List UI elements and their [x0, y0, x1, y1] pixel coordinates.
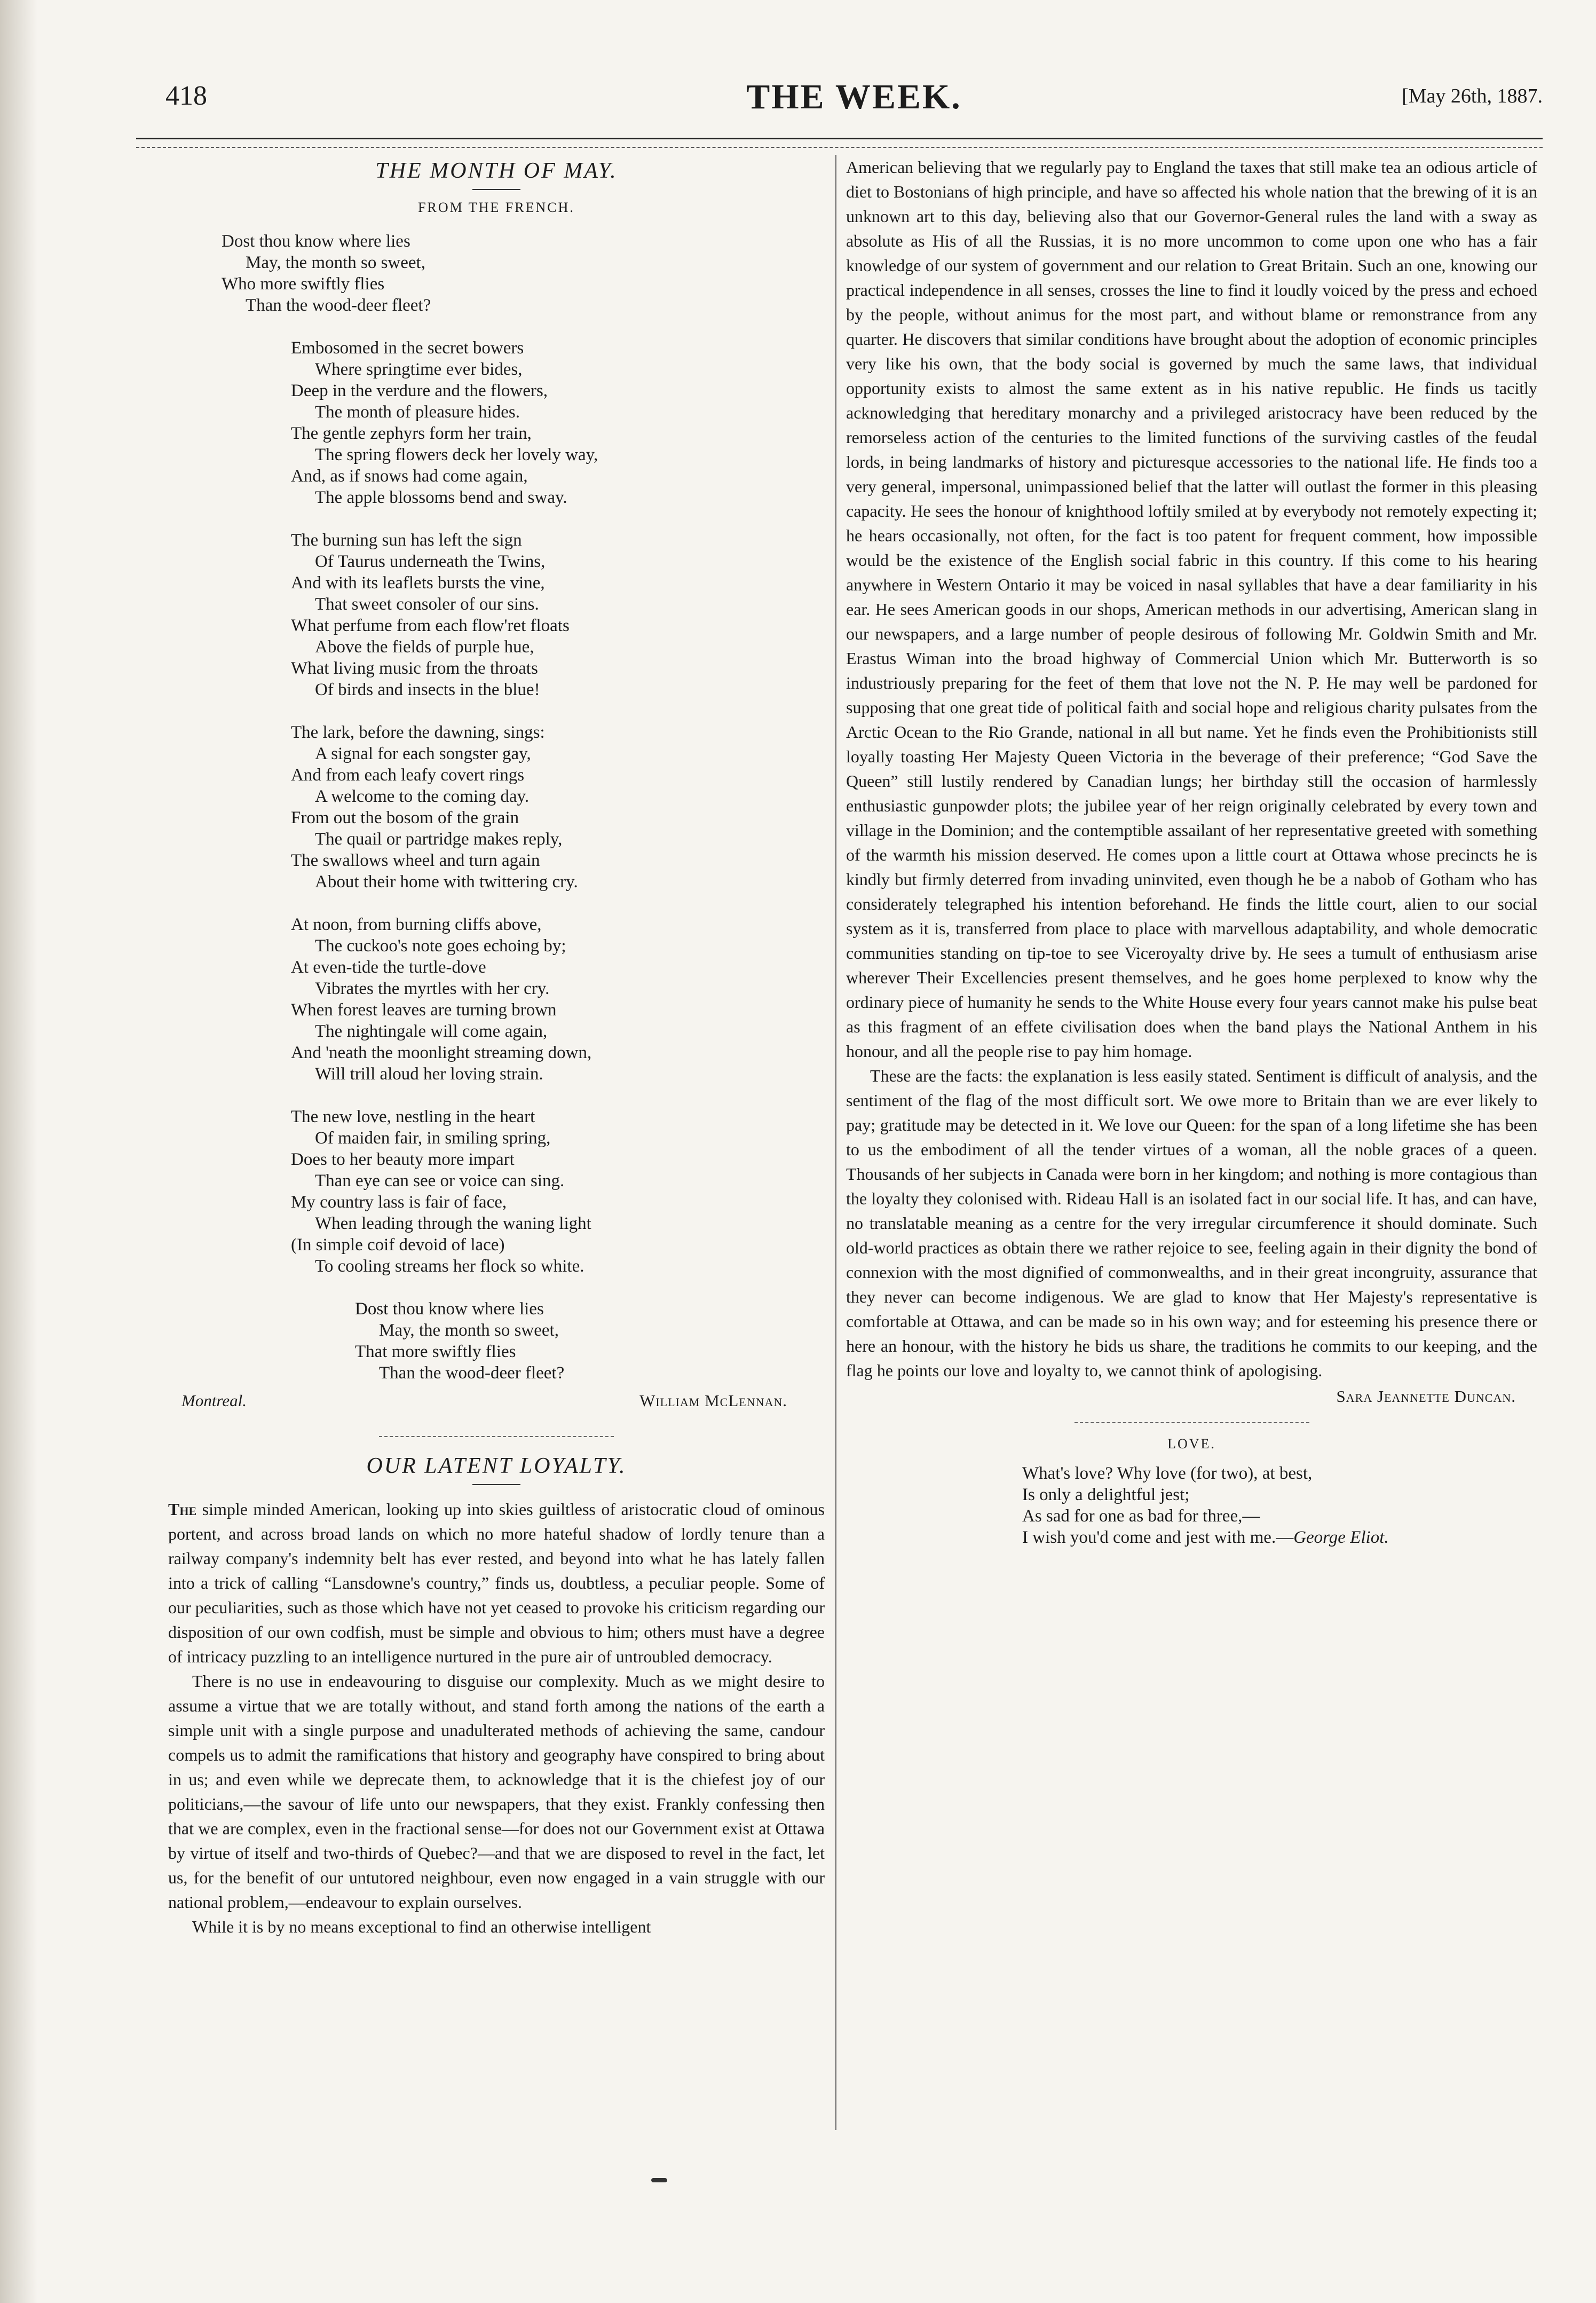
- poem-line: A signal for each songster gay,: [315, 744, 531, 763]
- essay-paragraph-1-text: simple minded American, looking up into skies guiltless of aristocratic cloud of ominous portent, and across broad lands on which no more hateful shadow of lordly tenure than a railway company's indemnity belt has ever rested, and beyond into what he has lately fallen into a trick of calling “Lansdowne's country,” finds us, doubtless, a peculiar people. Some of our peculiarities, such as those which have not yet ceased to provoke his criticism regarding our disposition of our own codfish, must be simple and obvious to him; others must have a degree of intricacy puzzling to an intelligence nurtured in the pure air of untroubled democracy.: [168, 1500, 825, 1666]
- poem-line: When forest leaves are turning brown: [291, 1000, 557, 1020]
- poem-line: Than the wood-deer fleet?: [379, 1363, 565, 1383]
- poem-line: That sweet consoler of our sins.: [315, 595, 539, 614]
- poem-line: Of maiden fair, in smiling spring,: [315, 1129, 551, 1148]
- essay-paragraph-3-continued: American believing that we regularly pay to England the taxes that still make tea an odious article of diet to Bostonians of high principle, and have so affected his whole nation that the brewing of it is an unknown art to this day, believing also that our Governor-General rules the land with a sway as absolute as His of all the Russias, it is no more uncommon to come upon one who has a fair knowledge of our system of government and our relation to Great Britain. Such an one, knowing our practical independence in all senses, crosses the line to find it loudly voiced by the press and echoed by the people, without animus for the most part, and without blame or remonstrance from any quarter. He discovers that similar conditions have brought about the adoption of economic principles very like his own, that the body social is governed by much the same laws, that individual opportunity exists to almost the same extent as in his native republic. He finds us tacitly acknowledging that hereditary monarchy and a privileged aristocracy have been reduced by the remorseless action of the centuries to the limited functions of the surviving castles of the feudal lords, in being landmarks of history and picturesque accessories to the national life. He finds too a very general, impersonal, unimpassioned belief that the latter will outlast the former in this pleasing capacity. He sees the honour of knighthood loftily smiled at by everybody not remotely expecting it; he hears occasionally, not often, for the fact is too patent for frequent comment, how impossible would be the existence of the English social fabric in this country. If this come to his hearing anywhere in Western Ontario it may be voiced in nasal syllables that have a dear familiarity in his ear. He sees American goods in our shops, American methods in our advertising, American slang in our newspapers, and a large number of people desirous of following Mr. Goldwin Smith and Mr. Erastus Wiman into the broad highway of Commercial Union which Mr. Butterworth is so industriously preparing for the feet of them that love not the N. P. He may well be pardoned for supposing that one great tide of political faith and social hope and religious charity pulsates from the Arctic Ocean to the Rio Grande, national in all but name. Yet he finds even the Prohibitionists still loyally toasting Her Majesty Queen Victoria in the beverage of their preference; “God Save the Queen” still lustily rendered by Canadian lungs; her birthday still the occasion of harmlessly enthusiastic gunpowder plots; the jubilee year of her reign originally celebrated by every town and village in the Dominion; and the contemptible assailant of her representative greeted with something of the warmth his mission deserved. He comes upon a little court at Ottawa whose precincts he is kindly but firmly deterred from invading uninvited, even though he be a nabob of Gotham who has considerately telegraphed his intention beforehand. He finds the little court, alien to our social system as it is, transferred from place to place with marvellous adaptability, and whole democratic communities standing on tip-toe to see Viceroyalty drive by. He sees a tumult of enthusiasm arise wherever Their Excellencies present themselves, and he goes home perplexed to know why the ordinary piece of humanity he sends to the White House every four years cannot make his pulse beat as this fragment of an effete civilisation does when the band plays the National Anthem in his honour, and all the people rise to pay him homage.: [846, 157, 1537, 1061]
- poem-line: Does to her beauty more impart: [291, 1150, 515, 1169]
- poem-line: Is only a delightful jest;: [1022, 1485, 1190, 1504]
- poem-line: (In simple coif devoid of lace): [291, 1235, 505, 1255]
- poem-line: The month of pleasure hides.: [315, 403, 520, 422]
- essay-paragraph-1: [168, 1497, 825, 1669]
- essay-paragraph-2: There is no use in endeavouring to disguise our complexity. Much as we might desire to assume a virtue that we are totally without, and stand forth among the nations of the earth a simple unit with a single purpose and unadulterated methods of achieving the same, candour compels us to admit the ramifications that history and geography have conspired to bring about in us; and even while we deprecate them, to acknowledge that it is the chiefest joy of our politicians,—the savour of life unto our newspapers, that they exist. Frankly confessing then that we are complex, even in the fractional sense—for does not our Government exist at Ottawa by virtue of itself and two-thirds of Quebec?—and that we are disposed to revel in the fact, let us, for the benefit of our untutored neighbour, even now engaged in a vain struggle with our national problem,—endeavour to explain ourselves.: [168, 1671, 825, 1912]
- poem-place: Montreal.: [181, 1391, 247, 1410]
- poem-line: The lark, before the dawning, sings:: [291, 723, 545, 742]
- poem-line: Embosomed in the secret bowers: [291, 338, 524, 358]
- poem-line: Will trill aloud her loving strain.: [315, 1064, 543, 1084]
- poem-line: The quail or partridge makes reply,: [315, 830, 563, 849]
- poem-line: My country lass is fair of face,: [291, 1193, 507, 1212]
- footer-ornament: [651, 2178, 667, 2182]
- page-header: [165, 77, 1543, 128]
- poem-line: The apple blossoms bend and sway.: [315, 488, 567, 507]
- love-poem: [1022, 1463, 1537, 1548]
- poem-line: Above the fields of purple hue,: [315, 637, 534, 657]
- poem-line: And with its leaflets bursts the vine,: [291, 573, 545, 593]
- poem-line: What perfume from each flow'ret floats: [291, 616, 570, 635]
- poem-line: The cuckoo's note goes echoing by;: [315, 936, 566, 956]
- poem-line: The burning sun has left the sign: [291, 531, 522, 550]
- poem-title-month-of-may: THE MONTH OF MAY.: [375, 159, 618, 183]
- poem-line: And from each leafy covert rings: [291, 766, 525, 785]
- stanza-6: [291, 1106, 825, 1277]
- left-column: [168, 155, 825, 2210]
- poem-line: About their home with twittering cry.: [315, 872, 578, 892]
- stanza-1: [222, 231, 825, 316]
- poem-line: Where springtime ever bides,: [315, 360, 523, 379]
- essay-paragraph-3-start: While it is by no means exceptional to find an otherwise intelligent: [192, 1917, 651, 1936]
- poem-line: That more swiftly flies: [355, 1342, 516, 1361]
- stanza-7: [355, 1298, 825, 1384]
- issue-date: [May 26th, 1887.: [1402, 85, 1543, 107]
- poem-line: From out the bosom of the grain: [291, 808, 519, 827]
- poem-line: May, the month so sweet,: [379, 1321, 559, 1340]
- poem-line: Vibrates the myrtles with her cry.: [315, 979, 550, 998]
- title-rule: [472, 1484, 520, 1485]
- poem-line: Than eye can see or voice can sing.: [315, 1171, 565, 1190]
- poem-line: The swallows wheel and turn again: [291, 851, 540, 870]
- poem-signoff: [168, 1391, 825, 1415]
- section-rule: [1074, 1422, 1309, 1423]
- title-rule: [472, 189, 520, 190]
- poem-line: And, as if snows had come again,: [291, 467, 528, 486]
- poem-line: The spring flowers deck her lovely way,: [315, 445, 598, 464]
- poem-line: When leading through the waning light: [315, 1214, 591, 1233]
- love-poem-title: LOVE.: [1167, 1436, 1216, 1452]
- poem-line: The gentle zephyrs form her train,: [291, 424, 532, 443]
- poem-line: The nightingale will come again,: [315, 1022, 548, 1041]
- right-column: [846, 155, 1537, 2210]
- page-edge-shadow: [0, 0, 37, 2303]
- poem-line: At even-tide the turtle-dove: [291, 958, 486, 977]
- poem-line: [1022, 1527, 1537, 1548]
- essay-first-word: The: [168, 1500, 197, 1519]
- page-number: 418: [165, 81, 207, 111]
- stanza-4: [291, 722, 825, 893]
- poem-line: And 'neath the moonlight streaming down,: [291, 1043, 592, 1062]
- poem-line: Deep in the verdure and the flowers,: [291, 381, 548, 400]
- poem-line: Dost thou know where lies: [222, 232, 410, 251]
- poem-line: As sad for one as bad for three,—: [1022, 1507, 1260, 1526]
- essay-paragraph-4: These are the facts: the explanation is less easily stated. Sentiment is difficult of analysis, and the sentiment of the flag of the most difficult sort. We owe more to Britain than we are ever likely to pay; gratitude may be detected in it. We love our Queen: for the span of a long lifetime she has been to us the embodiment of all the tender virtues of a woman, all the noble graces of a queen. Thousands of her subjects in Canada were born in her kingdom; and nothing is more contagious than the loyalty they colonised with. Rideau Hall is an isolated fact in our social life. It has, and can have, no translatable meaning as a centre for the very irregular circumference it should dominate. Such old-world practices as obtain there we rather rejoice to see, feeling again in their dignity the bond of connexion with the most dignified of commonwealths, and in their great incongruity, assurance that they never can become indigenous. We are glad to know that Her Majesty's representative is comfortable at Ottawa, and can be made so in his own way; and for esteeming his presence there or here an honour, with the history he bids us share, the traditions he commits to our keeping, and the flag he points our love and loyalty to, we cannot think of apologising.: [846, 1066, 1537, 1380]
- poem-line: The new love, nestling in the heart: [291, 1107, 535, 1126]
- love-poem-author: George Eliot.: [1293, 1528, 1389, 1547]
- stanza-5: [291, 914, 825, 1085]
- section-rule: [379, 1436, 614, 1437]
- poem-line: A welcome to the coming day.: [315, 787, 530, 806]
- poem-line-text: I wish you'd come and jest with me.—: [1022, 1528, 1294, 1547]
- poem-line: Dost thou know where lies: [355, 1299, 544, 1319]
- essay-title: OUR LATENT LOYALTY.: [366, 1454, 627, 1478]
- poem-line: May, the month so sweet,: [246, 253, 425, 272]
- masthead: THE WEEK.: [746, 77, 962, 116]
- poem-line: At noon, from burning cliffs above,: [291, 915, 542, 934]
- poem-author: William McLennan.: [639, 1391, 787, 1410]
- poem-subtitle: FROM THE FRENCH.: [418, 200, 575, 215]
- poem-line: Who more swiftly flies: [222, 274, 385, 294]
- poem-line: Of birds and insects in the blue!: [315, 680, 540, 699]
- stanza-3: [291, 530, 825, 700]
- poem-line: To cooling streams her flock so white.: [315, 1257, 584, 1276]
- poem-line: Than the wood-deer fleet?: [246, 296, 431, 315]
- header-rule: [136, 138, 1543, 148]
- column-divider: [835, 155, 836, 2130]
- stanza-2: [291, 337, 825, 508]
- poem-line: Of Taurus underneath the Twins,: [315, 552, 546, 571]
- poem-line: What's love? Why love (for two), at best,: [1022, 1464, 1313, 1483]
- essay-author: Sara Jeannette Duncan.: [1336, 1387, 1516, 1406]
- poem-line: What living music from the throats: [291, 659, 538, 678]
